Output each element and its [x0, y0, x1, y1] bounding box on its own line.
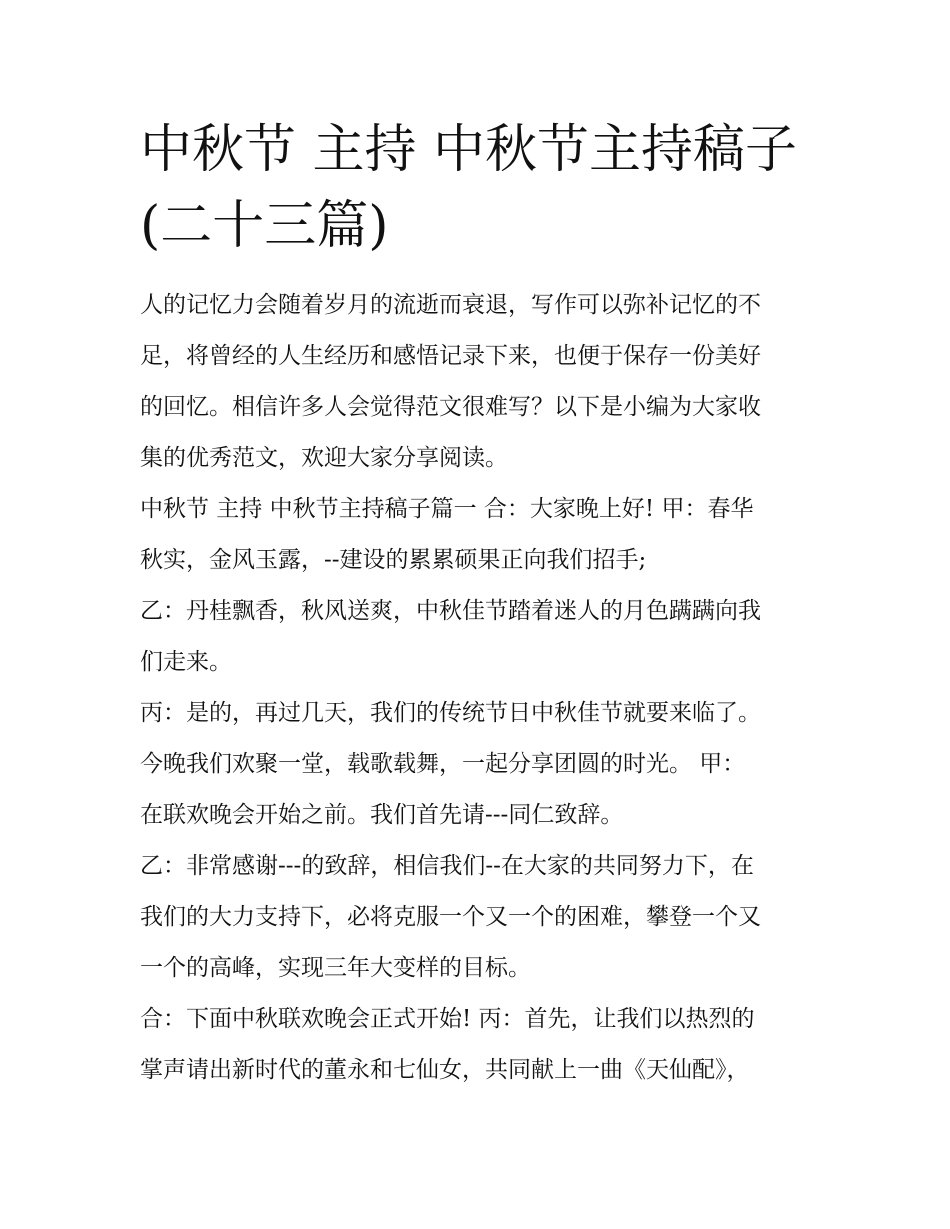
text-line: 人的记忆力会随着岁月的流逝而衰退，写作可以弥补记忆的不	[140, 292, 761, 318]
title-line: 中秋节 主持 中秋节主持稿子	[140, 120, 798, 180]
text-line: 的回忆。相信许多人会觉得范文很难写？以下是小编为大家收	[140, 394, 761, 420]
paragraph-he	[140, 994, 830, 1096]
paragraph-bing-1	[140, 688, 830, 841]
text-line: 秋实，金风玉露，--建设的累累硕果正向我们招手;	[140, 547, 647, 573]
paragraph-opening	[140, 484, 830, 586]
text-line: 丙：是的，再过几天，我们的传统节日中秋佳节就要来临了。	[140, 700, 761, 726]
text-line: 集的优秀范文，欢迎大家分享阅读。	[140, 445, 508, 471]
text-line: 掌声请出新时代的董永和七仙女，共同献上一曲《天仙配》，	[140, 1057, 750, 1083]
text-line: 乙：非常感谢---的致辞，相信我们--在大家的共同努力下，在	[140, 853, 754, 879]
text-line: 们走来。	[140, 649, 232, 675]
text-line: 合：下面中秋联欢晚会正式开始! 丙：首先，让我们以热烈的	[140, 1006, 755, 1032]
paragraph-intro	[140, 280, 830, 484]
paragraph-yi-1	[140, 586, 830, 688]
text-line: 一个的高峰，实现三年大变样的目标。	[140, 955, 531, 981]
paragraph-yi-2	[140, 841, 830, 994]
document-body	[140, 280, 830, 1096]
text-line: 我们的大力支持下，必将克服一个又一个的困难，攀登一个又	[140, 904, 761, 930]
page-title	[140, 112, 840, 264]
title-line: (二十三篇)	[140, 196, 389, 256]
text-line: 中秋节 主持 中秋节主持稿子篇一 合：大家晚上好! 甲：春华	[140, 496, 754, 522]
text-line: 在联欢晚会开始之前。我们首先请---同仁致辞。	[140, 802, 624, 828]
text-line: 足，将曾经的人生经历和感悟记录下来，也便于保存一份美好	[140, 343, 761, 369]
text-line: 乙：丹桂飘香，秋风送爽，中秋佳节踏着迷人的月色蹒蹒向我	[140, 598, 761, 624]
text-line: 今晚我们欢聚一堂，载歌载舞，一起分享团圆的时光。 甲：	[140, 751, 746, 777]
